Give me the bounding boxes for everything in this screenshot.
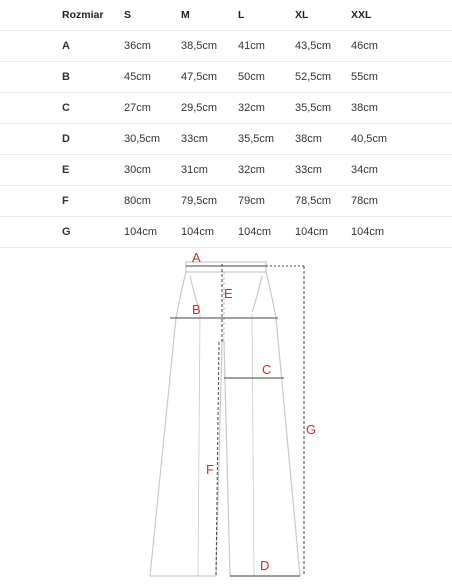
table-cell: 104cm — [124, 217, 181, 248]
table-row — [0, 155, 452, 186]
table-cell: 46cm — [351, 31, 452, 62]
table-cell: 30,5cm — [124, 124, 181, 155]
measure-lines — [170, 264, 304, 576]
table-cell: 41cm — [238, 31, 295, 62]
table-cell: 78cm — [351, 186, 452, 217]
trousers-outline — [150, 262, 300, 576]
table-cell: 33cm — [295, 155, 351, 186]
table-row — [0, 93, 452, 124]
table-cell: 38cm — [295, 124, 351, 155]
table-cell: 35,5cm — [295, 93, 351, 124]
table-row — [0, 124, 452, 155]
table-cell: 78,5cm — [295, 186, 351, 217]
table-cell: 29,5cm — [181, 93, 238, 124]
table-cell: 30cm — [124, 155, 181, 186]
table-cell: 40,5cm — [351, 124, 452, 155]
table-cell: 38,5cm — [181, 31, 238, 62]
label-f: F — [206, 462, 214, 477]
table-cell: 79cm — [238, 186, 295, 217]
row-label: B — [0, 62, 124, 93]
label-b: B — [192, 302, 201, 317]
table-cell: 104cm — [295, 217, 351, 248]
table-cell: 52,5cm — [295, 62, 351, 93]
table-cell: 34cm — [351, 155, 452, 186]
measure-labels — [192, 250, 316, 573]
table-cell: 32cm — [238, 155, 295, 186]
table-cell: 50cm — [238, 62, 295, 93]
label-e: E — [224, 286, 233, 301]
table-cell: 33cm — [181, 124, 238, 155]
table-cell: 104cm — [181, 217, 238, 248]
table-cell: 45cm — [124, 62, 181, 93]
table-cell: 32cm — [238, 93, 295, 124]
table-cell: 47,5cm — [181, 62, 238, 93]
header-size-l: L — [238, 0, 295, 31]
table-cell: 38cm — [351, 93, 452, 124]
table-row — [0, 186, 452, 217]
header-size-s: S — [124, 0, 181, 31]
header-size-xl: XL — [295, 0, 351, 31]
label-g: G — [306, 422, 317, 437]
header-size-xxl: XXL — [351, 0, 452, 31]
label-d: D — [260, 558, 270, 573]
table-row — [0, 31, 452, 62]
table-cell: 80cm — [124, 186, 181, 217]
label-a: A — [192, 250, 201, 265]
table-cell: 104cm — [238, 217, 295, 248]
table-row — [0, 217, 452, 248]
row-label: F — [0, 186, 124, 217]
header-rozmiar: Rozmiar — [0, 0, 124, 31]
row-label: D — [0, 124, 124, 155]
table-cell: 79,5cm — [181, 186, 238, 217]
table-cell: 31cm — [181, 155, 238, 186]
row-label: C — [0, 93, 124, 124]
table-cell: 27cm — [124, 93, 181, 124]
label-c: C — [262, 362, 272, 377]
row-label: A — [0, 31, 124, 62]
size-table — [0, 0, 452, 248]
table-header-row — [0, 0, 452, 31]
row-label: G — [0, 217, 124, 248]
table-cell: 55cm — [351, 62, 452, 93]
table-row — [0, 62, 452, 93]
table-cell: 104cm — [351, 217, 452, 248]
table-cell: 43,5cm — [295, 31, 351, 62]
row-label: E — [0, 155, 124, 186]
trousers-measurement-diagram — [0, 246, 452, 584]
table-cell: 35,5cm — [238, 124, 295, 155]
table-cell: 36cm — [124, 31, 181, 62]
header-size-m: M — [181, 0, 238, 31]
